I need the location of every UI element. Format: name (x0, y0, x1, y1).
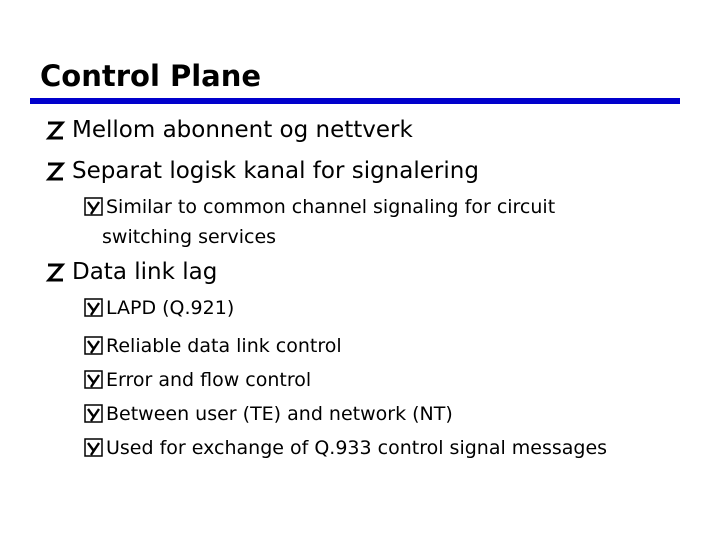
z-bullet-icon (44, 156, 72, 187)
y-bullet-icon (84, 192, 106, 222)
bullet-text: Similar to common channel signaling for circuit (106, 196, 556, 218)
bullet-text: Reliable data link control (106, 335, 342, 357)
bullet-item (44, 115, 413, 146)
bullet-item (84, 365, 311, 395)
z-bullet-icon (44, 257, 72, 288)
y-bullet-icon (84, 399, 106, 429)
bullet-item (84, 331, 342, 361)
bullet-item (84, 399, 453, 429)
bullet-text: Used for exchange of Q.933 control signal messages (106, 437, 608, 459)
bullet-item (84, 433, 607, 463)
bullet-text: Between user (TE) and network (NT) (106, 403, 453, 425)
slide-title: Control Plane (40, 59, 262, 93)
bullet-item (44, 156, 479, 187)
bullet-text: Error and flow control (106, 369, 312, 391)
bullet-text: Mellom abonnent og nettverk (72, 117, 413, 143)
bullet-item (84, 293, 234, 323)
bullet-text: LAPD (Q.921) (106, 297, 235, 319)
bullet-text: Data link lag (72, 259, 218, 285)
bullet-text-continuation: switching services (102, 226, 277, 248)
y-bullet-icon (84, 433, 106, 463)
bullet-text: Separat logisk kanal for signalering (72, 158, 479, 184)
z-bullet-icon (44, 115, 72, 146)
bullet-item (84, 192, 555, 222)
y-bullet-icon (84, 331, 106, 361)
bullet-item (44, 257, 217, 288)
y-bullet-icon (84, 365, 106, 395)
y-bullet-icon (84, 293, 106, 323)
